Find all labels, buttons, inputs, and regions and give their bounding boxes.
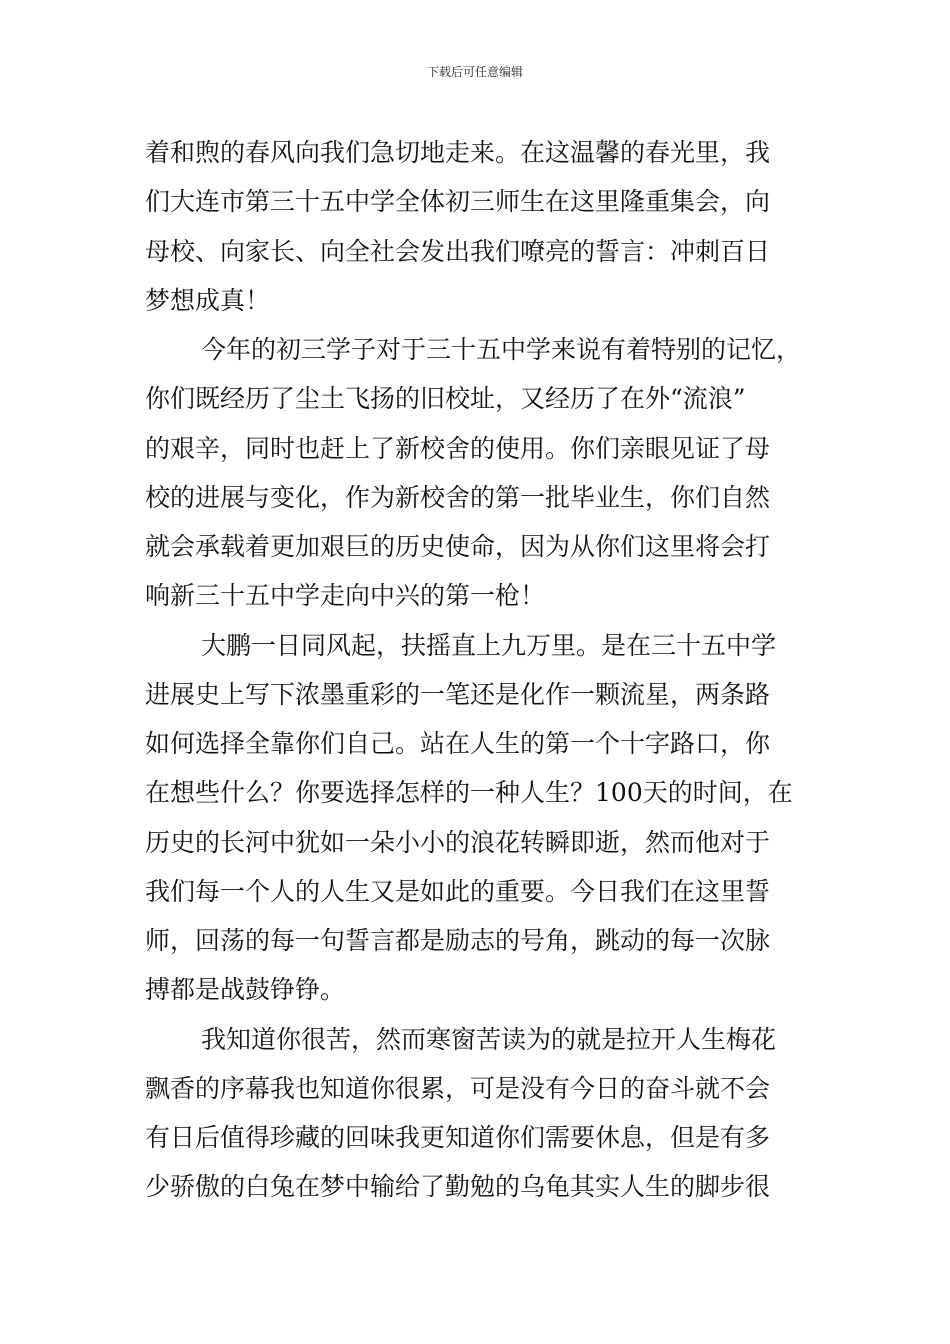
text-line: 搏都是战鼓铮铮。 — [145, 975, 346, 1005]
text-line: 我们每一个人的人生又是如此的重要。今日我们在这里誓 — [145, 876, 771, 906]
text-line: 历史的长河中犹如一朵小小的浪花转瞬即逝，然而他对于 — [145, 827, 771, 857]
paragraph — [145, 621, 810, 1015]
paragraph — [145, 128, 810, 325]
text-line: 着和煦的春风向我们急切地走来。在这温馨的春光里，我 — [145, 138, 771, 167]
text-line: 响新三十五中学走向中兴的第一枪！ — [145, 581, 546, 611]
text-line: 今年的初三学子对于三十五中学来说有着特别的记忆， — [201, 335, 802, 364]
text-line: 大鹏一日同风起，扶摇直上九万里。是在三十五中学 — [201, 630, 777, 660]
page-header: 下载后可任意编辑 — [426, 65, 523, 79]
text-line: 就会承载着更加艰巨的历史使命，因为从你们这里将会打 — [145, 532, 771, 561]
document-body — [145, 128, 810, 1212]
text-line: 母校、向家长、向全社会发出我们嘹亮的誓言：冲刺百日 — [145, 236, 771, 266]
text-line: 少骄傲的白兔在梦中输给了勤勉的乌龟其实人生的脚步很 — [145, 1172, 771, 1202]
text-line: 梦想成真！ — [145, 285, 271, 315]
text-line: 的艰辛，同时也赶上了新校舍的使用。你们亲眼见证了母 — [145, 433, 771, 463]
paragraph — [145, 1015, 810, 1212]
text-line: 师，回荡的每一句誓言都是励志的号角，跳动的每一次脉 — [145, 926, 771, 955]
text-line: 进展史上写下浓墨重彩的一笔还是化作一颗流星，两条路 — [145, 679, 771, 709]
text-line: 你们既经历了尘土飞扬的旧校址，又经历了在外“流浪” — [145, 384, 746, 414]
text-line: 我知道你很苦，然而寒窗苦读为的就是拉开人生梅花 — [201, 1024, 777, 1054]
text-line: 在想些什么？你要选择怎样的一种人生？100天的时间，在 — [145, 778, 793, 808]
text-line: 如何选择全靠你们自己。站在人生的第一个十字路口，你 — [145, 729, 771, 758]
text-line: 校的进展与变化，作为新校舍的第一批毕业生，你们自然 — [145, 482, 771, 512]
paragraph — [145, 325, 810, 621]
text-line: 飘香的序幕我也知道你很累，可是没有今日的奋斗就不会 — [145, 1073, 771, 1103]
text-line: 有日后值得珍藏的回味我更知道你们需要休息，但是有多 — [145, 1123, 771, 1152]
text-line: 们大连市第三十五中学全体初三师生在这里隆重集会，向 — [145, 187, 771, 217]
